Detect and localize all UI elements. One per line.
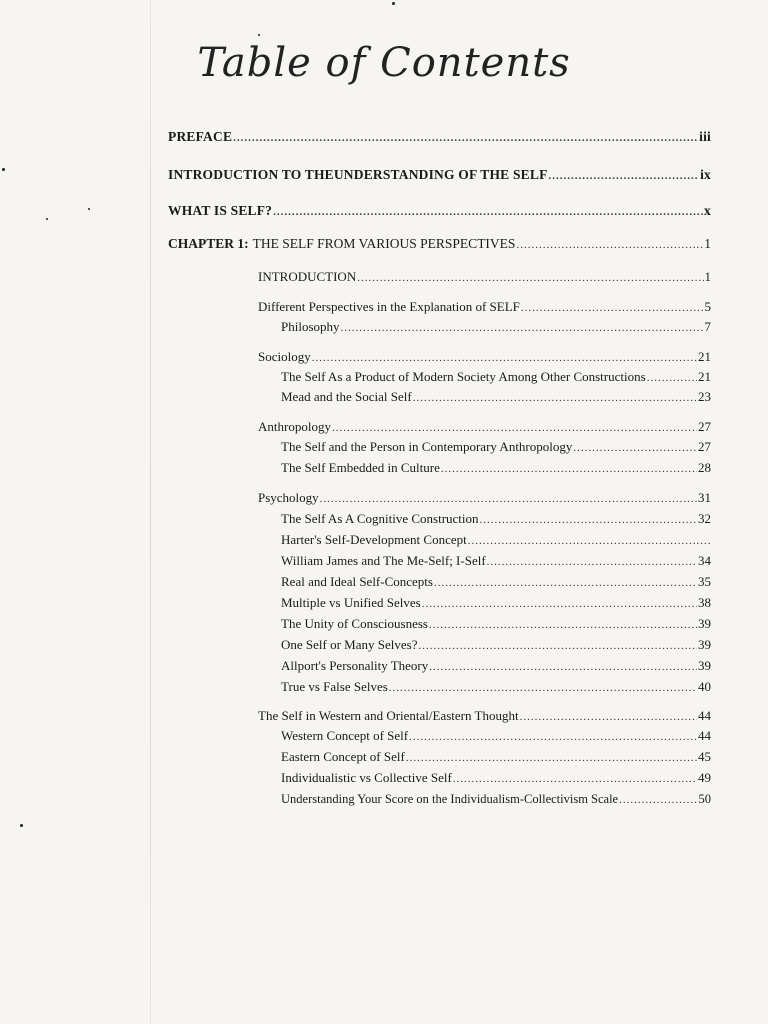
toc-page-number: x — [704, 203, 711, 218]
toc-leader-dots — [341, 319, 704, 337]
toc-page-number: 32 — [698, 511, 711, 526]
toc-entry-label: The Unity of Consciousness — [281, 616, 428, 631]
toc-entry-label: Western Concept of Self — [281, 728, 409, 743]
toc-leader-dots — [487, 553, 697, 571]
toc-leader-dots — [409, 728, 697, 746]
toc-entry-one-or-many[interactable] — [281, 636, 711, 655]
toc-entry-what-is-self[interactable] — [168, 202, 711, 221]
toc-leader-dots — [434, 574, 697, 592]
toc-leader-dots — [233, 129, 698, 147]
toc-entry-label: Philosophy — [281, 319, 340, 334]
toc-leader-dots — [332, 419, 697, 437]
toc-entry-label: Sociology — [258, 349, 311, 364]
toc-entry-label: One Self or Many Selves? — [281, 637, 418, 652]
toc-entry-label: William James and The Me-Self; I-Self — [281, 553, 486, 568]
toc-entry-label: The Self Embedded in Culture — [281, 460, 440, 475]
toc-page-number: 49 — [698, 770, 711, 785]
toc-page-number: 40 — [698, 679, 711, 694]
toc-entry-psychology[interactable] — [258, 489, 711, 508]
toc-entry-self-person-contemporary[interactable] — [281, 438, 711, 457]
toc-page-number: 39 — [698, 616, 711, 631]
toc-entry-western-oriental[interactable] — [258, 707, 711, 726]
toc-entry-label: Real and Ideal Self-Concepts — [281, 574, 433, 589]
toc-entry-philosophy[interactable] — [281, 318, 711, 337]
toc-leader-dots — [549, 167, 700, 185]
toc-entry-unity-consciousness[interactable] — [281, 615, 711, 634]
toc-leader-dots — [521, 299, 704, 317]
toc-entry-understanding-score[interactable] — [281, 790, 711, 809]
toc-page-number: 31 — [698, 490, 711, 505]
toc-page-number: 21 — [698, 349, 711, 364]
toc-entry-introduction[interactable] — [258, 268, 711, 287]
toc-page-number: 23 — [698, 389, 711, 404]
toc-page-number: 44 — [698, 708, 711, 723]
toc-leader-dots — [312, 349, 697, 367]
toc-page-number: 39 — [698, 637, 711, 652]
toc-page-number: 27 — [698, 439, 711, 454]
toc-page-number: 38 — [698, 595, 711, 610]
toc-entry-label: THE SELF FROM VARIOUS PERSPECTIVES — [252, 236, 516, 251]
toc-leader-dots — [389, 679, 697, 697]
scan-speck — [258, 34, 260, 36]
toc-page-number: 50 — [698, 792, 711, 806]
toc-leader-dots — [520, 708, 697, 726]
toc-entry-label: WHAT IS SELF? — [168, 203, 273, 218]
toc-entry-eastern-concept[interactable] — [281, 748, 711, 767]
toc-entry-label: The Self As a Product of Modern Society Among Other Constructions — [281, 369, 646, 384]
toc-entry-preface[interactable] — [168, 128, 711, 147]
toc-entry-label: Different Perspectives in the Explanation of SELF — [258, 299, 520, 314]
toc-leader-dots — [429, 616, 697, 634]
toc-page-number: ix — [700, 167, 711, 182]
toc-entry-mead-social-self[interactable] — [281, 388, 711, 407]
toc-leader-dots — [357, 269, 703, 287]
toc-entry-anthropology[interactable] — [258, 418, 711, 437]
toc-entry-self-product-modern-society[interactable] — [281, 368, 711, 387]
toc-entry-label: PREFACE — [168, 129, 233, 144]
toc-entry-introduction-understanding[interactable] — [168, 166, 711, 185]
toc-entry-william-james[interactable] — [281, 552, 711, 571]
toc-page-number: 35 — [698, 574, 711, 589]
toc-leader-dots — [422, 595, 697, 613]
toc-entry-chapter-1[interactable] — [168, 235, 711, 254]
toc-page-number: 27 — [698, 419, 711, 434]
toc-leader-dots — [516, 236, 703, 254]
toc-page-number: 34 — [698, 553, 711, 568]
scan-speck — [46, 218, 48, 220]
toc-leader-dots — [480, 511, 697, 529]
toc-leader-dots — [413, 389, 697, 407]
toc-entry-sociology[interactable] — [258, 348, 711, 367]
toc-entry-true-false[interactable] — [281, 678, 711, 697]
toc-page-number: 1 — [704, 269, 711, 284]
toc-leader-dots — [320, 490, 697, 508]
toc-entry-label: Anthropology — [258, 419, 331, 434]
scan-speck — [20, 824, 23, 827]
toc-page-number: 7 — [704, 319, 711, 334]
toc-entry-label: Individualistic vs Collective Self — [281, 770, 452, 785]
scan-speck — [2, 168, 5, 171]
toc-entry-real-ideal[interactable] — [281, 573, 711, 592]
toc-leader-dots — [273, 203, 703, 221]
toc-page-number: 44 — [698, 728, 711, 743]
toc-entry-label: The Self in Western and Oriental/Eastern Thought — [258, 708, 519, 723]
toc-entry-label: INTRODUCTION TO THEUNDERSTANDING OF THE SELF — [168, 167, 548, 182]
scan-speck — [88, 208, 90, 210]
toc-leader-dots — [647, 369, 697, 387]
toc-leader-dots — [418, 637, 697, 655]
toc-entry-multiple-unified[interactable] — [281, 594, 711, 613]
toc-leader-dots — [468, 532, 710, 550]
toc-leader-dots — [429, 658, 697, 676]
toc-page-number: 1 — [704, 236, 711, 251]
toc-page-number: iii — [699, 129, 711, 144]
scan-speck — [392, 2, 395, 5]
toc-entry-label: True vs False Selves — [281, 679, 388, 694]
toc-entry-label: Psychology — [258, 490, 319, 505]
toc-page-number: 45 — [698, 749, 711, 764]
toc-page-number: 39 — [698, 658, 711, 673]
toc-entry-different-perspectives[interactable] — [258, 298, 711, 317]
toc-entry-label: Eastern Concept of Self — [281, 749, 405, 764]
toc-entry-label: The Self and the Person in Contemporary Anthropology — [281, 439, 573, 454]
toc-leader-dots — [573, 439, 697, 457]
toc-entry-label: Understanding Your Score on the Individualism-Collectivism Scale — [281, 792, 619, 806]
toc-entry-individualistic-collective[interactable] — [281, 769, 711, 788]
toc-entry-allport[interactable] — [281, 657, 711, 676]
page-edge-shadow — [150, 0, 151, 1024]
toc-entry-label: Mead and the Social Self — [281, 389, 412, 404]
toc-leader-dots — [406, 749, 697, 767]
toc-entry-self-embedded-culture[interactable] — [281, 459, 711, 478]
toc-entry-cognitive-construction[interactable] — [281, 510, 711, 529]
toc-leader-dots — [619, 791, 697, 809]
toc-entry-label: Harter's Self-Development Concept — [281, 532, 467, 547]
toc-page-number: 5 — [704, 299, 711, 314]
toc-entry-label: Multiple vs Unified Selves — [281, 595, 421, 610]
page-title: Table of Contents — [197, 40, 571, 86]
toc-page-number: 28 — [698, 460, 711, 475]
chapter-number: CHAPTER 1: — [168, 236, 249, 251]
toc-entry-label: Allport's Personality Theory — [281, 658, 429, 673]
toc-leader-dots — [453, 770, 697, 788]
toc-entry-western-concept[interactable] — [281, 727, 711, 746]
toc-entry-harters-self-development[interactable] — [281, 531, 711, 550]
toc-entry-label: INTRODUCTION — [258, 269, 357, 284]
toc-page-number: 21 — [698, 369, 711, 384]
toc-entry-label: The Self As A Cognitive Construction — [281, 511, 479, 526]
toc-leader-dots — [441, 460, 697, 478]
